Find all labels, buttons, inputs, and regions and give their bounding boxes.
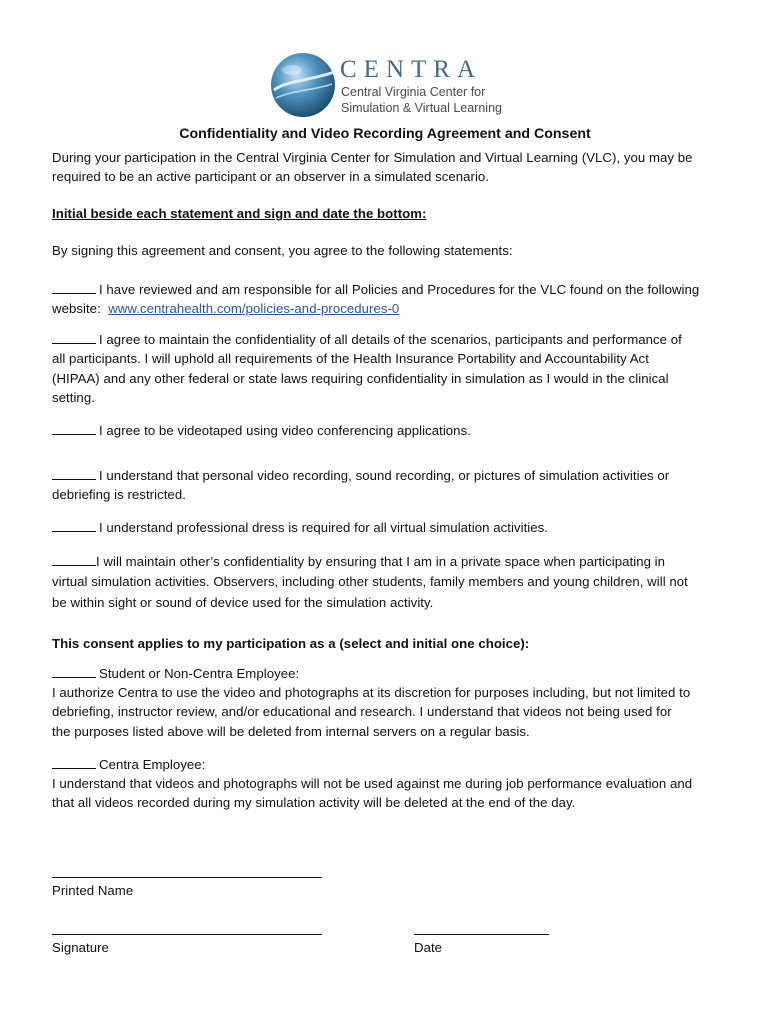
document-title: Confidentiality and Video Recording Agreement and Consent xyxy=(179,126,591,142)
initial-blank-5[interactable] xyxy=(52,519,96,532)
intro-line-1: During your participation in the Central Virginia Center for Simulation and Virtual Learning (VLC), you may be xyxy=(52,150,693,165)
logo-subtitle-line1: Central Virginia Center for xyxy=(341,85,486,99)
option-employee xyxy=(52,755,205,775)
statement-3 xyxy=(52,421,471,441)
initial-blank-student[interactable] xyxy=(52,665,96,678)
signature-line[interactable] xyxy=(52,934,322,935)
statement-2-line1: I agree to maintain the confidentiality of all details of the scenarios, participants and performance of xyxy=(99,332,682,347)
option-student-line3: the purposes listed above will be deleted from internal servers on a regular basis. xyxy=(52,724,530,739)
consent-heading: This consent applies to my participation as a (select and initial one choice): xyxy=(52,636,530,651)
statement-6 xyxy=(52,552,665,572)
initial-blank-employee[interactable] xyxy=(52,756,96,769)
instruction-heading: Initial beside each statement and sign and date the bottom: xyxy=(52,206,427,221)
statement-6-line3: be within sight or sound of device used for the simulation activity. xyxy=(52,595,434,610)
intro-line-2: required to be an active participant or an observer in a simulated scenario. xyxy=(52,169,490,184)
statement-4-line1: I understand that personal video recording, sound recording, or pictures of simulation activities or xyxy=(99,468,670,483)
initial-blank-3[interactable] xyxy=(52,422,96,435)
option-student-label: Student or Non-Centra Employee: xyxy=(99,666,300,681)
initial-blank-4[interactable] xyxy=(52,467,96,480)
logo-brand-text: CENTRA xyxy=(340,56,482,83)
website-label: website: xyxy=(52,301,101,316)
statement-2 xyxy=(52,330,682,350)
statement-4 xyxy=(52,466,669,486)
statement-1-line2 xyxy=(52,299,399,319)
globe-icon xyxy=(268,50,340,122)
statement-4-line2: debriefing is restricted. xyxy=(52,487,186,502)
option-employee-line2: that all videos recorded during my simulation activity will be deleted at the end of the day. xyxy=(52,795,576,810)
option-student-line1: I authorize Centra to use the video and photographs at its discretion for purposes including, but not limited to xyxy=(52,685,691,700)
signature-label: Signature xyxy=(52,940,109,955)
statement-1 xyxy=(52,280,699,300)
statement-2-line3: (HIPAA) and any other federal or state laws requiring confidentiality in simulation as I would in the clinical xyxy=(52,371,669,386)
statement-1-line1: I have reviewed and am responsible for all Policies and Procedures for the VLC found on the following xyxy=(99,282,700,297)
option-student xyxy=(52,664,299,684)
lead-in-text: By signing this agreement and consent, you agree to the following statements: xyxy=(52,243,513,258)
option-employee-line1: I understand that videos and photographs will not be used against me during job performance evaluation and xyxy=(52,776,693,791)
option-student-line2: debriefing, instructor review, and/or educational and research. I understand that videos not being used for xyxy=(52,704,672,719)
initial-blank-6[interactable] xyxy=(52,553,96,566)
option-employee-label: Centra Employee: xyxy=(99,757,206,772)
logo-subtitle-line2: Simulation & Virtual Learning xyxy=(341,101,502,115)
statement-3-line1: I agree to be videotaped using video conferencing applications. xyxy=(99,423,471,438)
statement-5 xyxy=(52,518,548,538)
printed-name-label: Printed Name xyxy=(52,883,134,898)
statement-6-line1: I will maintain other’s confidentiality by ensuring that I am in a private space when participating in xyxy=(96,554,666,569)
statement-6-line2: virtual simulation activities. Observers, including other students, family members and young children, will not xyxy=(52,574,688,589)
date-label: Date xyxy=(414,940,443,955)
statement-5-line1: I understand professional dress is required for all virtual simulation activities. xyxy=(99,520,549,535)
statement-2-line2: all participants. I will uphold all requirements of the Health Insurance Portability and Accountability Act xyxy=(52,351,649,366)
printed-name-line[interactable] xyxy=(52,877,322,878)
initial-blank-2[interactable] xyxy=(52,331,96,344)
date-line[interactable] xyxy=(414,934,549,935)
policies-link[interactable]: www.centrahealth.com/policies-and-procedures-0 xyxy=(108,301,400,316)
initial-blank-1[interactable] xyxy=(52,281,96,294)
statement-2-line4: setting. xyxy=(52,390,95,405)
centra-logo xyxy=(268,50,518,122)
